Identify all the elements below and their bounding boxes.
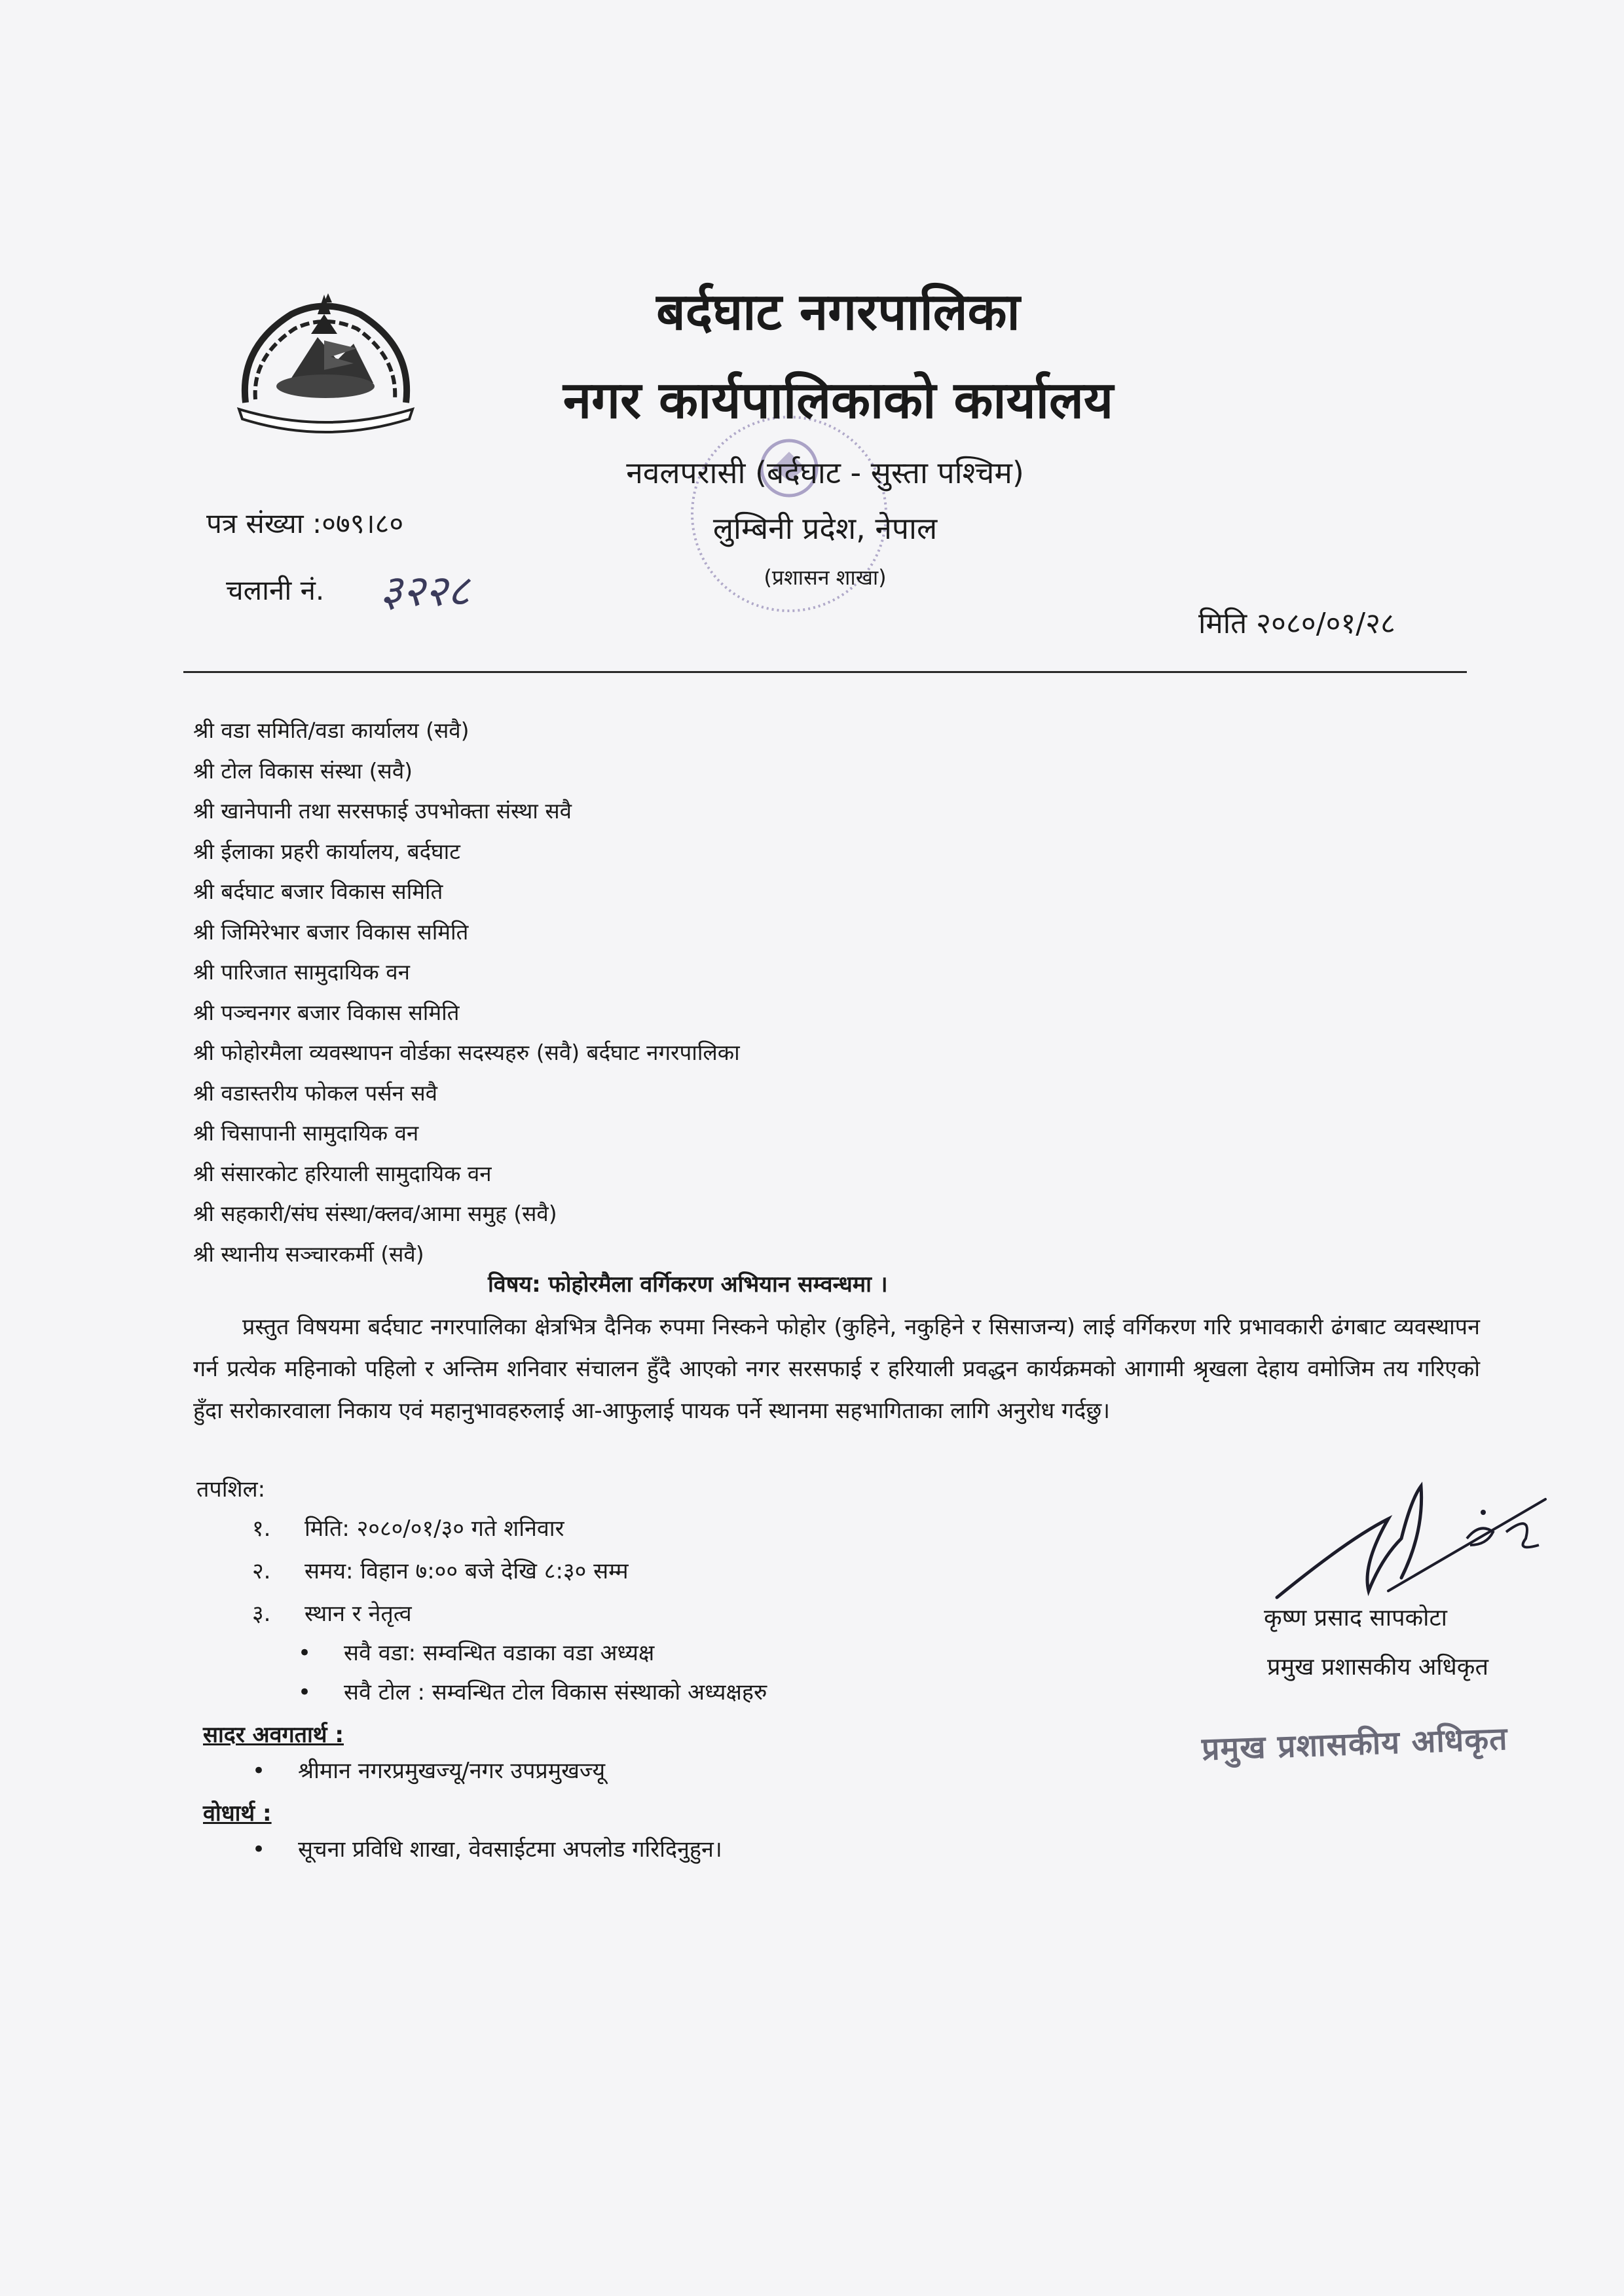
recipient-item: श्री वडास्तरीय फोकल पर्सन सवै: [193, 1080, 437, 1106]
header-divider: [183, 671, 1467, 673]
details-item-number: ३.: [252, 1601, 271, 1627]
recipient-item: श्री जिमिरेभार बजार विकास समिति: [193, 919, 469, 945]
details-item: [252, 1512, 564, 1542]
cc-item: [252, 1755, 605, 1785]
office-name: नगर कार्यपालिकाको कार्यालय: [563, 371, 1114, 430]
details-sub-item-text: सवै टोल : सम्वन्धित टोल विकास संस्थाको अध्यक्षहरु: [344, 1679, 767, 1705]
nepal-government-emblem-icon: [226, 288, 426, 439]
info-heading: वोधार्थ :: [203, 1800, 272, 1827]
recipient-item: श्री फोहोरमैला व्यवस्थापन वोर्डका सदस्यहरु (सवै) बर्दघाट नगरपालिका: [193, 1040, 740, 1065]
details-item-text: मिति: २०८०/०१/३० गते शनिवार: [304, 1516, 564, 1542]
bullet-icon: •: [252, 1836, 266, 1863]
signatory-title: प्रमुख प्रशासकीय अधिकृत: [1267, 1654, 1488, 1681]
signatory-name: कृष्ण प्रसाद सापकोटा: [1264, 1605, 1447, 1631]
details-item-number: १.: [252, 1516, 271, 1542]
cc-heading: सादर अवगतार्थ :: [203, 1722, 344, 1748]
recipient-item: श्री पारिजात सामुदायिक वन: [193, 959, 410, 985]
recipient-item: श्री बर्दघाट बजार विकास समिति: [193, 879, 443, 904]
subject-line: विषय: फोहोरमैला वर्गिकरण अभियान सम्वन्धमा ।: [488, 1271, 888, 1298]
handwritten-signature-icon: [1270, 1460, 1559, 1611]
branch-name: (प्रशासन शाखा): [764, 565, 887, 590]
recipient-item: श्री खानेपानी तथा सरसफाई उपभोक्ता संस्था सवै: [193, 798, 572, 824]
recipient-item: श्री सहकारी/संघ संस्था/क्लव/आमा समुह (सवै): [193, 1201, 557, 1226]
details-item-number: २.: [252, 1558, 271, 1584]
info-item-text: सूचना प्रविधि शाखा, वेवसाईटमा अपलोड गरिदिनुहुन।: [298, 1836, 722, 1863]
details-item-text: स्थान र नेतृत्व: [304, 1601, 412, 1627]
recipient-item: श्री स्थानीय सञ्चारकर्मी (सवै): [193, 1241, 424, 1267]
org-name: बर्दघाट नगरपालिका: [656, 283, 1020, 342]
dispatch-number: ३२२८: [380, 566, 470, 616]
details-sub-item-text: सवै वडा: सम्वन्धित वडाका वडा अध्यक्ष: [344, 1640, 655, 1666]
recipient-item: श्री पञ्चनगर बजार विकास समिति: [193, 999, 460, 1025]
bullet-icon: •: [252, 1758, 266, 1784]
recipient-item: श्री टोल विकास संस्था (सवै): [193, 757, 413, 784]
details-sub-item: [298, 1676, 767, 1706]
recipient-item: श्री संसारकोट हरियाली सामुदायिक वन: [193, 1160, 492, 1186]
recipient-list: [193, 710, 740, 1274]
recipient-item: श्री ईलाका प्रहरी कार्यालय, बर्दघाट: [193, 838, 460, 864]
details-sub-item: [298, 1637, 654, 1667]
details-label: तपशिल:: [196, 1476, 266, 1503]
details-item: [252, 1597, 412, 1628]
info-item: [252, 1833, 722, 1863]
recipient-item: श्री वडा समिति/वडा कार्यालय (सवै): [193, 718, 470, 743]
bullet-icon: •: [298, 1640, 312, 1666]
cc-item-text: श्रीमान नगरप्रमुखज्यू/नगर उपप्रमुखज्यू: [298, 1758, 606, 1784]
details-item-text: समय: विहान ७:०० बजे देखि ८:३० सम्म: [304, 1558, 629, 1584]
recipient-item: श्री चिसापानी सामुदायिक वन: [193, 1120, 419, 1146]
address-line1: नवलपरासी (बर्दघाट - सुस्ता पश्चिम): [626, 455, 1024, 490]
details-item: [252, 1555, 629, 1585]
dispatch-label: चलानी नं.: [226, 574, 325, 606]
address-line2: लुम्बिनी प्रदेश, नेपाल: [712, 511, 938, 546]
letter-date: मिति २०८०/०१/२८: [1198, 607, 1395, 640]
bullet-icon: •: [298, 1679, 312, 1705]
designation-stamp: प्रमुख प्रशासकीय अधिकृत: [1201, 1720, 1509, 1768]
reference-number: पत्र संख्या :०७९।८०: [206, 507, 404, 539]
body-paragraph: प्रस्तुत विषयमा बर्दघाट नगरपालिका क्षेत्रभित्र दैनिक रुपमा निस्कने फोहोर (कुहिने, नकुहिने र सिसाजन्य) लाई वर्गिकरण गरि प्रभावकारी ढंगबाट व्यवस्थापन गर्न प्रत्येक महिनाको पहिलो र अन्तिम शनिवार संचालन हुँदै आएको नगर सरसफाई र हरियाली प्रवद्धन कार्यक्रमको आगामी श्रृखला देहाय वमोजिम तय गरिएको हुँदा सरोकारवाला निकाय एवं महानुभावहरुलाई आ-आफुलाई पायक पर्ने स्थानमा सहभागिताका लागि अनुरोध गर्दछु।: [193, 1314, 1480, 1424]
